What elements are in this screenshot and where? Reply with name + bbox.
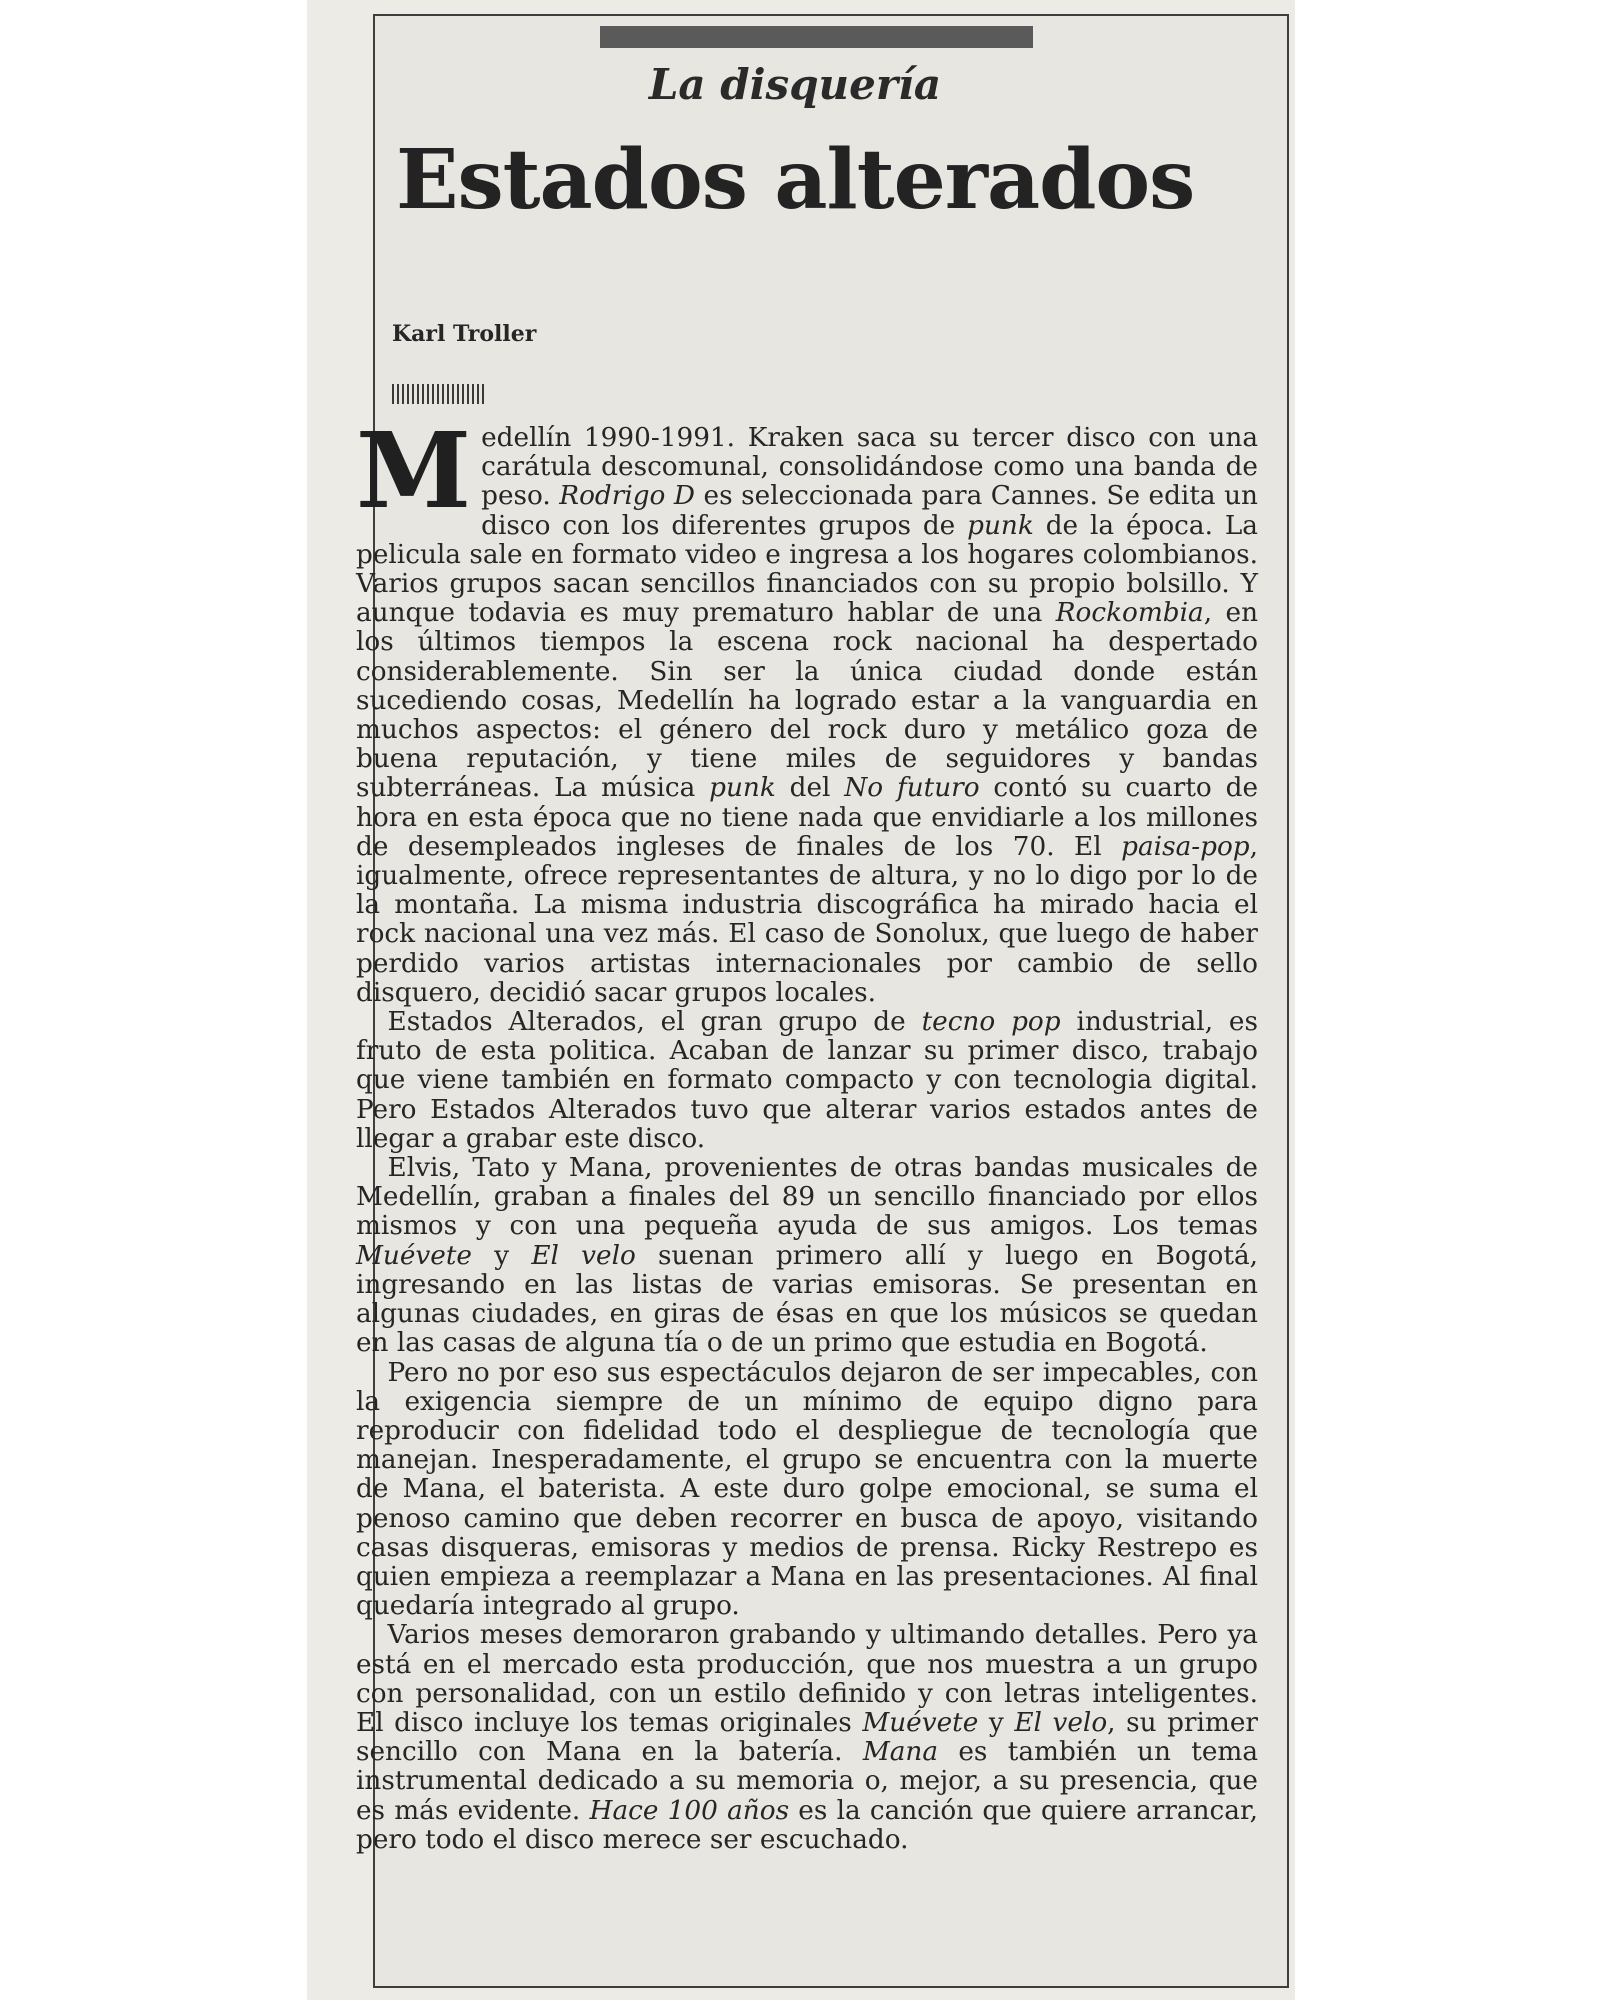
paragraph-text xyxy=(356,1153,1258,1358)
article-body xyxy=(356,409,1259,1855)
italic-text: tecno pop xyxy=(921,1007,1061,1038)
paragraph-text xyxy=(356,1007,1258,1154)
body-paragraph xyxy=(356,1154,1258,1358)
section-kicker: La disquería xyxy=(648,60,942,109)
text-run: Elvis, Tato y Mana, provenientes de otras bandas musicales de Medellín, graban a finales del 89 un sencillo financiado por ellos mismos y con una pequeña ayuda de sus amigos. Los temas xyxy=(356,1153,1258,1242)
italic-text: Mana xyxy=(862,1737,939,1768)
text-run: y xyxy=(978,1707,1015,1738)
italic-text: Rockombia xyxy=(1055,598,1204,629)
text-run: del xyxy=(775,773,845,804)
text-run: y xyxy=(471,1240,532,1271)
text-run: es seleccionada para Cannes. Se edita un disco con los diferentes grupos de xyxy=(481,481,1258,541)
paragraph-text xyxy=(356,1620,1258,1854)
body-paragraph xyxy=(356,1621,1258,1855)
byline-rule xyxy=(392,384,484,404)
italic-text: paisa-pop xyxy=(1121,831,1250,862)
italic-text: punk xyxy=(709,773,776,804)
text-run: edellín 1990-1991. Kraken saca su tercer disco con una carátula descomunal, consolidándose como una banda de peso. xyxy=(481,423,1258,512)
text-run: es la canción que quiere arrancar, pero todo el disco merece ser escuchado. xyxy=(356,1795,1258,1855)
italic-text: Hace 100 años xyxy=(589,1795,790,1826)
text-run: Estados Alterados, el gran grupo de xyxy=(387,1007,922,1038)
italic-text: Rodrigo D xyxy=(559,481,696,512)
article-headline: Estados alterados xyxy=(396,132,1195,228)
italic-text: punk xyxy=(967,510,1034,541)
text-run: industrial, es fruto de esta politica. Acaban de lanzar su primer disco, trabajo que viene también en formato compacto y con tecnologia digital. Pero Estados Alterados tuvo que alterar varios estados antes de llegar a grabar este disco. xyxy=(356,1007,1258,1154)
paragraph-text xyxy=(356,409,1259,1008)
body-paragraph xyxy=(356,1359,1258,1622)
text-run: , su primer sencillo con Mana en la batería. xyxy=(356,1707,1258,1768)
italic-text: Muévete xyxy=(862,1707,979,1738)
body-paragraph xyxy=(356,1008,1258,1154)
italic-text: No futuro xyxy=(844,773,980,804)
text-run: de la época. La pelicula sale en formato video e ingresa a los hogares colombianos. Varios grupos sacan sencillos financiados con su propio bolsillo. Y aunque todavia es muy prematuro hablar de una xyxy=(356,510,1258,629)
text-run: contó su cuarto de hora en esta época que no tiene nada que envidiarle a los millones de desempleados ingleses de finales de los 70. El xyxy=(356,773,1259,862)
text-run: Pero no por eso sus espectáculos dejaron de ser impecables, con la exigencia siempre de un mínimo de equipo digno para reproducir con fidelidad todo el despliegue de tecnología que manejan. Inesperadamente, el grupo se encuentra con la muerte de Mana, el baterista. A este duro golpe emocional, se suma el penoso camino que deben recorrer en busca de apoyo, visitando casas disqueras, emisoras y medios de prensa. Ricky Restrepo es quien empieza a reemplazar a Mana en las presentaciones. Al final quedaría integrado al grupo. xyxy=(356,1357,1258,1622)
section-rule xyxy=(600,26,1033,48)
text-run: Varios meses demoraron grabando y ultimando detalles. Pero ya está en el mercado esta producción, que nos muestra a un grupo con personalidad, con un estilo definido y con letras inteligentes. El disco incluye los temas originales xyxy=(356,1620,1258,1738)
italic-text: Muévete xyxy=(356,1240,472,1271)
italic-text: El velo xyxy=(1014,1707,1108,1738)
drop-cap: M xyxy=(356,409,472,532)
article-byline: Karl Troller xyxy=(392,321,537,347)
italic-text: El velo xyxy=(531,1240,636,1271)
text-run: , en los últimos tiempos la escena rock nacional ha despertado considerablemente. Sin ser la única ciudad donde están sucediendo cosas, Medellín ha logrado estar a la vanguardia en muchos aspectos: el género del rock duro y metálico goza de buena reputación, y tiene miles de seguidores y bandas subterráneas. La música xyxy=(356,598,1258,804)
text-run: es también un tema instrumental dedicado a su memoria o, mejor, a su presencia, que es más evidente. xyxy=(356,1737,1258,1826)
text-run: , igualmente, ofrece representantes de altura, y no lo digo por lo de la montaña. La misma industria discográfica ha mirado hacia el rock nacional una vez más. El caso de Sonolux, que luego de haber perdido varios artistas internacionales por cambio de sello disquero, decidió sacar grupos locales. xyxy=(356,831,1258,1008)
body-paragraph xyxy=(356,409,1259,1008)
paragraph-text xyxy=(356,1358,1258,1622)
text-run: suenan primero allí y luego en Bogotá, ingresando en las listas de varias emisoras. Se presentan en algunas ciudades, en giras de ésas en que los músicos se quedan en las casas de alguna tía o de un primo que estudia en Bogotá. xyxy=(356,1240,1258,1359)
